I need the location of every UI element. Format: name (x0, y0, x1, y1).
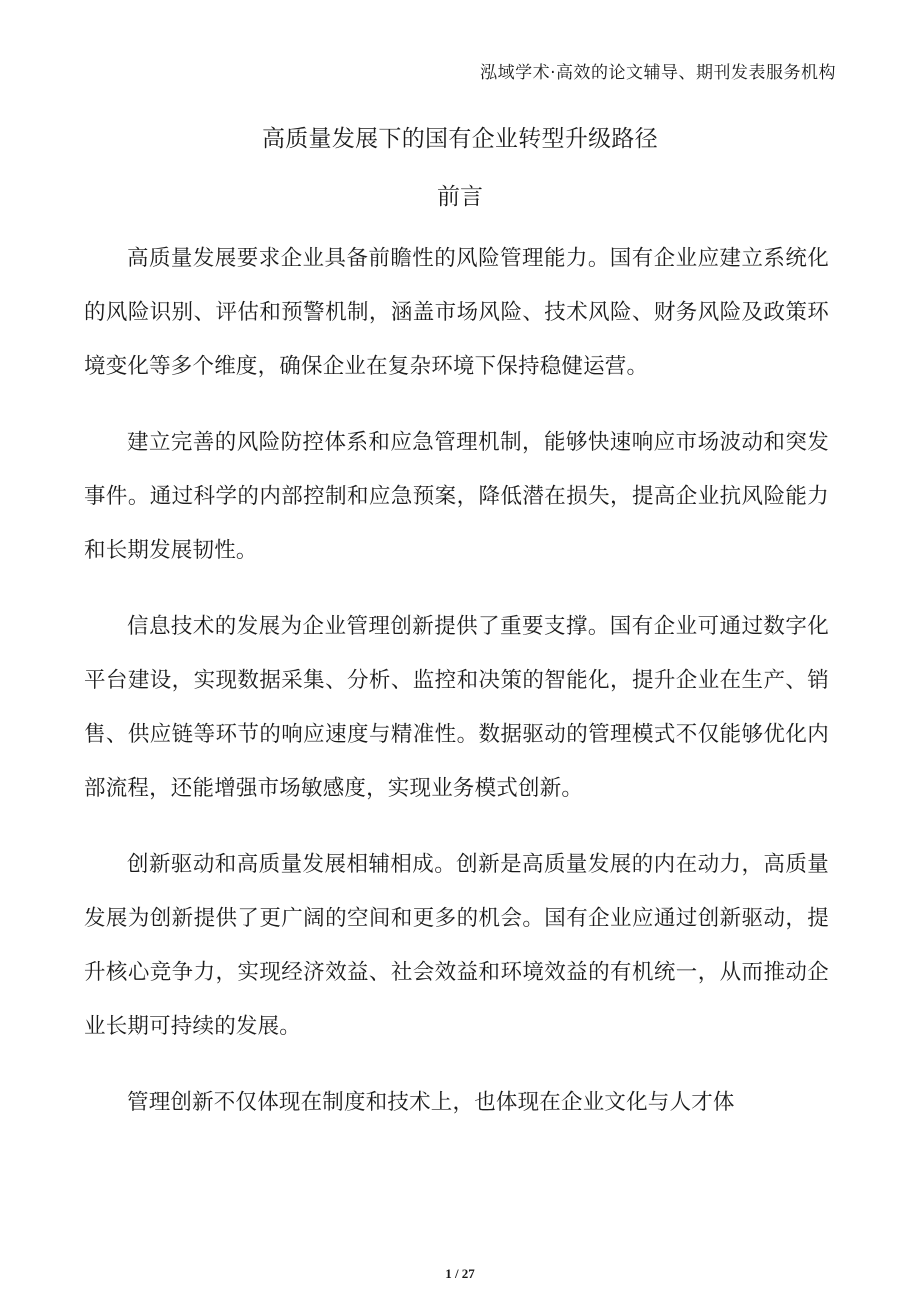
page-number: 1 / 27 (445, 1266, 475, 1281)
paragraph: 建立完善的风险防控体系和应急管理机制，能够快速响应市场波动和突发事件。通过科学的内部控制和应急预案，降低潜在损失，提高企业抗风险能力和长期发展韧性。 (84, 430, 829, 563)
paragraph: 管理创新不仅体现在制度和技术上，也体现在企业文化与人才体 (127, 1090, 735, 1115)
document-title: 高质量发展下的国有企业转型升级路径 (261, 126, 659, 152)
paragraph: 信息技术的发展为企业管理创新提供了重要支撑。国有企业可通过数字化平台建设，实现数据采集、分析、监控和决策的智能化，提升企业在生产、销售、供应链等环节的响应速度与精准性。数据驱动的管理模式不仅能够优化内部流程，还能增强市场敏感度，实现业务模式创新。 (84, 614, 829, 801)
document-body (84, 232, 829, 1130)
paragraph: 创新驱动和高质量发展相辅相成。创新是高质量发展的内在动力，高质量发展为创新提供了更广阔的空间和更多的机会。国有企业应通过创新驱动，提升核心竞争力，实现经济效益、社会效益和环境效益的有机统一，从而推动企业长期可持续的发展。 (84, 852, 829, 1039)
section-title: 前言 (437, 184, 483, 210)
page-header: 泓域学术·高效的论文辅导、期刊发表服务机构 (480, 63, 836, 83)
paragraph: 高质量发展要求企业具备前瞻性的风险管理能力。国有企业应建立系统化的风险识别、评估和预警机制，涵盖市场风险、技术风险、财务风险及政策环境变化等多个维度，确保企业在复杂环境下保持稳健运营。 (84, 246, 829, 379)
